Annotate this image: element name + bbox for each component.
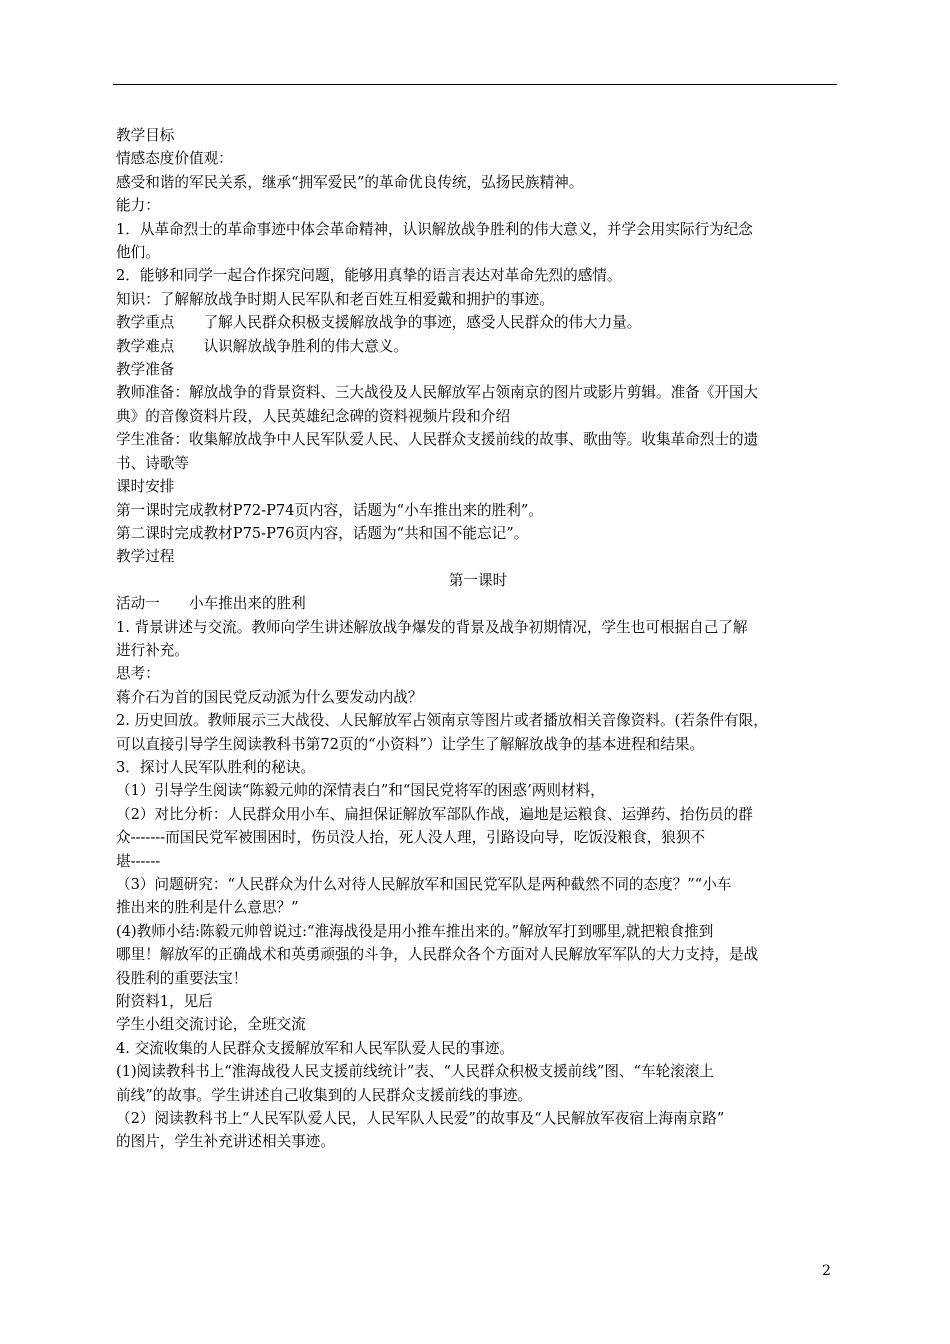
page-number: 2	[822, 1263, 831, 1279]
text-line: 哪里！解放军的正确战术和英勇顽强的斗争，人民群众各个方面对人民解放军军队的大力支持，是战	[116, 946, 759, 964]
text-line: 推出来的胜利是什么意思？”	[116, 899, 299, 917]
text-line: 活动一 小车推出来的胜利	[116, 595, 306, 613]
text-line: 学生小组交流讨论，全班交流	[116, 1016, 306, 1034]
text-line: 2. 历史回放。教师展示三大战役、人民解放军占领南京等图片或者播放相关音像资料。(若条件有限，	[116, 712, 768, 730]
text-line: 第一课时完成教材P72-P74页内容，话题为“小车推出来的胜利”。	[116, 501, 543, 519]
text-line: 1. 背景讲述与交流。教师向学生讲述解放战争爆发的背景及战争初期情况，学生也可根据自己了解	[116, 618, 748, 636]
text-line: 情感态度价值观：	[116, 150, 233, 168]
header-rule	[113, 84, 837, 85]
text-line: 蒋介石为首的国民党反动派为什么要发动内战？	[116, 688, 423, 706]
text-line: 学生准备：收集解放战争中人民军队爱人民、人民群众支援前线的故事、歌曲等。收集革命烈士的遗	[116, 431, 759, 449]
text-line: 4. 交流收集的人民群众支援解放军和人民军队爱人民的事迹。	[116, 1039, 515, 1057]
text-line: 前线”的故事。学生讲述自己收集到的人民群众支援前线的事迹。	[116, 1086, 533, 1104]
section-heading: 第一课时	[448, 571, 508, 589]
text-line: (4)教师小结:陈毅元帅曾说过:“淮海战役是用小推车推出来的。”解放军打到哪里,就把粮食推到	[116, 922, 714, 940]
text-line: 知识：了解解放战争时期人民军队和老百姓互相爱戴和拥护的事迹。	[116, 290, 554, 308]
text-line: 第二课时完成教材P75-P76页内容，话题为“共和国不能忘记”。	[116, 524, 529, 542]
text-line: 附资料1，见后	[116, 993, 213, 1011]
text-line: 堪------	[116, 852, 161, 870]
text-line: 感受和谐的军民关系，继承“拥军爱民”的革命优良传统，弘扬民族精神。	[116, 173, 584, 191]
document-body	[116, 124, 840, 1154]
text-line: 教学重点 了解人民群众积极支援解放战争的事迹，感受人民群众的伟大力量。	[116, 314, 642, 332]
text-line: 1．从革命烈士的革命事迹中体会革命精神，认识解放战争胜利的伟大意义，并学会用实际行为纪念	[116, 220, 753, 238]
text-line: 他们。	[116, 244, 160, 262]
text-line: 书、诗歌等	[116, 454, 189, 472]
text-line: (1)阅读教科书上“淮海战役人民支援前线统计”表、“人民群众积极支援前线”图、“车轮滚滚上	[116, 1063, 714, 1081]
text-line: （2）阅读教科书上“人民军队爱人民，人民军队人民爱”的故事及“人民解放军夜宿上海南京路”	[116, 1110, 725, 1128]
text-line: 可以直接引导学生阅读教科书第72页的“小资料”）让学生了解解放战争的基本进程和结果。	[116, 735, 705, 753]
text-line: 役胜利的重要法宝！	[116, 969, 248, 987]
text-line: 教学难点 认识解放战争胜利的伟大意义。	[116, 337, 408, 355]
text-line: （2）对比分析：人民群众用小车、扁担保证解放军部队作战，遍地是运粮食、运弹药、抬伤员的群	[116, 805, 753, 823]
text-line: 2．能够和同学一起合作探究问题，能够用真挚的语言表达对革命先烈的感情。	[116, 267, 622, 285]
text-line: 能力：	[116, 197, 160, 215]
text-line: （1）引导学生阅读“陈毅元帅的深情表白”和“国民党将军的困惑’两则材料，	[116, 782, 605, 800]
text-line: 的图片，学生补充讲述相关事迹。	[116, 1133, 335, 1151]
text-line: 众-------而国民党军被围困时，伤员没人抬，死人没人理，引路设向导，吃饭没粮食，狼狈不	[116, 829, 706, 847]
text-line: 教学目标	[116, 127, 175, 144]
text-line: 课时安排	[116, 478, 175, 496]
text-line: （3）问题研究：“人民群众为什么对待人民解放军和国民党军队是两种截然不同的态度？”“小车	[116, 876, 732, 893]
text-line: 典》的音像资料片段，人民英雄纪念碑的资料视频片段和介绍	[116, 407, 511, 425]
text-line: 3．探讨人民军队胜利的秘诀。	[116, 758, 316, 776]
text-line: 思考：	[116, 665, 160, 683]
text-line: 进行补充。	[116, 641, 189, 659]
text-line: 教学过程	[116, 548, 175, 566]
text-line: 教学准备	[116, 361, 175, 379]
text-line: 教师准备：解放战争的背景资料、三大战役及人民解放军占领南京的图片或影片剪辑。准备《开国大	[116, 384, 759, 402]
